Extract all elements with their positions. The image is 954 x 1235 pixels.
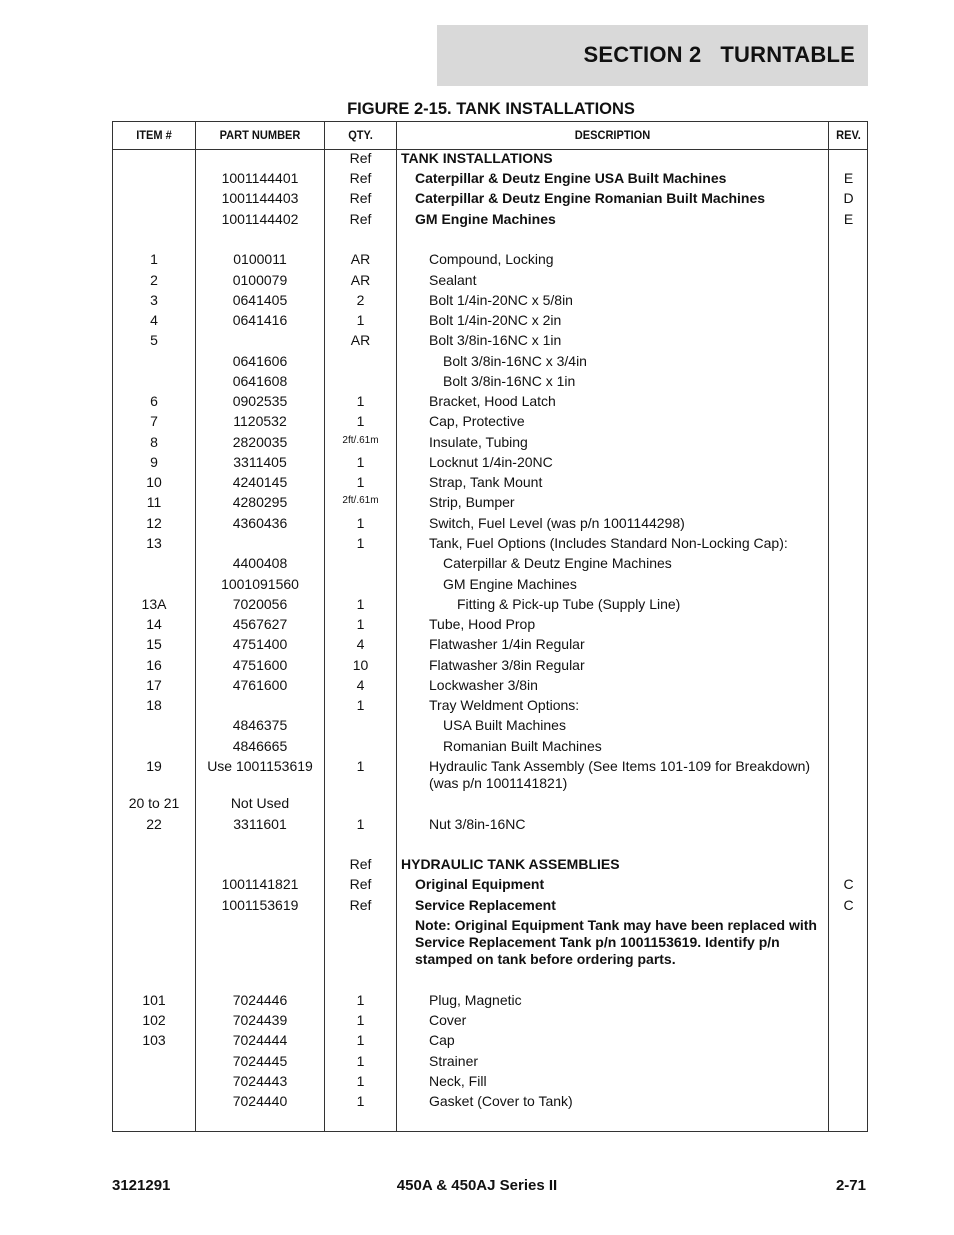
part-number: 4280295 bbox=[232, 494, 288, 510]
description: Cap, Protective bbox=[429, 413, 525, 429]
description: Compound, Locking bbox=[429, 251, 554, 267]
footer-page-number: 2-71 bbox=[835, 1177, 866, 1194]
description: GM Engine Machines bbox=[443, 576, 577, 592]
quantity: 10 bbox=[352, 657, 369, 673]
column-divider bbox=[396, 122, 397, 1131]
quantity: Ref bbox=[349, 897, 372, 913]
description: Cap bbox=[429, 1032, 455, 1048]
quantity: Ref bbox=[349, 856, 372, 872]
description: Bolt 3/8in-16NC x 1in bbox=[429, 332, 562, 348]
quantity: 1 bbox=[356, 535, 365, 551]
parts-table bbox=[112, 121, 868, 1132]
revision: E bbox=[843, 211, 854, 227]
quantity: 1 bbox=[356, 413, 365, 429]
item-number: 10 bbox=[146, 474, 162, 490]
part-number: 2820035 bbox=[232, 434, 288, 450]
description: Romanian Built Machines bbox=[443, 738, 602, 754]
quantity: 2ft/.61m bbox=[342, 495, 379, 506]
part-number: 4761600 bbox=[232, 677, 288, 693]
quantity: 4 bbox=[356, 677, 365, 693]
description: Caterpillar & Deutz Engine Romanian Built Machines bbox=[415, 190, 766, 206]
description: Hydraulic Tank Assembly (See Items 101-109 for Breakdown) (was p/n 1001141821) bbox=[429, 758, 811, 791]
quantity: 1 bbox=[356, 1093, 365, 1109]
part-number: 4846375 bbox=[232, 717, 288, 733]
item-number: 2 bbox=[150, 272, 158, 288]
part-number: 7024446 bbox=[232, 992, 288, 1008]
quantity: 1 bbox=[356, 312, 365, 328]
description: Strip, Bumper bbox=[429, 494, 515, 510]
part-number: 4846665 bbox=[232, 738, 288, 754]
item-number: 8 bbox=[150, 434, 158, 450]
part-number: 1001144401 bbox=[221, 170, 299, 186]
quantity: 1 bbox=[356, 474, 365, 490]
footer-model: 450A & 450AJ Series II bbox=[396, 1177, 558, 1194]
part-number: 0641608 bbox=[232, 373, 288, 389]
description: HYDRAULIC TANK ASSEMBLIES bbox=[401, 856, 620, 872]
part-number: 7024443 bbox=[232, 1073, 288, 1089]
quantity: Ref bbox=[349, 876, 372, 892]
part-number: Use 1001153619 bbox=[207, 758, 313, 774]
description: Service Replacement bbox=[415, 897, 556, 913]
quantity: Ref bbox=[349, 170, 372, 186]
item-number: 22 bbox=[146, 816, 162, 832]
description: Strap, Tank Mount bbox=[429, 474, 543, 490]
item-number: 4 bbox=[150, 312, 158, 328]
section-banner bbox=[437, 25, 868, 86]
part-number: 7024440 bbox=[232, 1093, 288, 1109]
part-number: 0641405 bbox=[232, 292, 288, 308]
quantity: 1 bbox=[356, 697, 365, 713]
part-number: 4360436 bbox=[232, 515, 288, 531]
part-number: 0641416 bbox=[232, 312, 288, 328]
description: Neck, Fill bbox=[429, 1073, 487, 1089]
description: Fitting & Pick-up Tube (Supply Line) bbox=[457, 596, 681, 612]
part-number: 1001141821 bbox=[221, 876, 299, 892]
quantity: 2ft/.61m bbox=[342, 435, 379, 446]
part-number: 4240145 bbox=[232, 474, 288, 490]
column-divider bbox=[828, 122, 829, 1131]
header-qty: QTY. bbox=[348, 128, 373, 142]
description: Cover bbox=[429, 1012, 467, 1028]
table-header bbox=[113, 122, 867, 150]
description: Caterpillar & Deutz Engine Machines bbox=[443, 555, 672, 571]
item-number: 13 bbox=[146, 535, 162, 551]
description: GM Engine Machines bbox=[415, 211, 556, 227]
quantity: Ref bbox=[349, 190, 372, 206]
description: USA Built Machines bbox=[443, 717, 566, 733]
item-number: 20 to 21 bbox=[128, 795, 180, 811]
part-number: 4751600 bbox=[232, 657, 288, 673]
header-part-number: PART NUMBER bbox=[219, 128, 301, 142]
description: Caterpillar & Deutz Engine USA Built Machines bbox=[415, 170, 727, 186]
quantity: 1 bbox=[356, 816, 365, 832]
item-number: 103 bbox=[142, 1032, 166, 1048]
description: Nut 3/8in-16NC bbox=[429, 816, 526, 832]
quantity: AR bbox=[350, 251, 371, 267]
part-number: 7024439 bbox=[232, 1012, 288, 1028]
quantity: Ref bbox=[349, 211, 372, 227]
quantity: 1 bbox=[356, 616, 365, 632]
quantity: 1 bbox=[356, 758, 365, 774]
description: Bolt 1/4in-20NC x 5/8in bbox=[429, 292, 573, 308]
revision: C bbox=[843, 897, 854, 913]
quantity: 1 bbox=[356, 596, 365, 612]
description: Bolt 3/8in-16NC x 3/4in bbox=[443, 353, 587, 369]
footer-doc-number: 3121291 bbox=[112, 1177, 171, 1194]
part-number: 1001091560 bbox=[221, 576, 299, 592]
item-number: 5 bbox=[150, 332, 158, 348]
part-number: 7024444 bbox=[232, 1032, 288, 1048]
quantity: 1 bbox=[356, 1012, 365, 1028]
item-number: 3 bbox=[150, 292, 158, 308]
description: Original Equipment bbox=[415, 876, 545, 892]
part-number: 1001153619 bbox=[221, 897, 299, 913]
part-number: 0100011 bbox=[233, 251, 287, 267]
figure-title: FIGURE 2-15. TANK INSTALLATIONS bbox=[347, 100, 635, 118]
part-number: 0100079 bbox=[232, 272, 288, 288]
header-rev: REV. bbox=[836, 128, 861, 142]
item-number: 19 bbox=[146, 758, 162, 774]
part-number: 4751400 bbox=[232, 636, 288, 652]
revision: D bbox=[843, 190, 854, 206]
part-number: 0902535 bbox=[232, 393, 288, 409]
quantity: 2 bbox=[356, 292, 365, 308]
part-number: 4400408 bbox=[232, 555, 288, 571]
part-number: 1001144403 bbox=[221, 190, 299, 206]
quantity: 1 bbox=[356, 515, 365, 531]
description: Lockwasher 3/8in bbox=[429, 677, 538, 693]
description: Tube, Hood Prop bbox=[429, 616, 536, 632]
item-number: 11 bbox=[146, 494, 162, 510]
quantity: 1 bbox=[356, 1032, 365, 1048]
header-description: DESCRIPTION bbox=[574, 128, 651, 142]
item-number: 14 bbox=[146, 616, 162, 632]
part-number: 7020056 bbox=[232, 596, 288, 612]
item-number: 6 bbox=[150, 393, 158, 409]
item-number: 12 bbox=[146, 515, 162, 531]
description: Insulate, Tubing bbox=[429, 434, 528, 450]
part-number: 4567627 bbox=[232, 616, 288, 632]
description: Sealant bbox=[429, 272, 477, 288]
quantity: 1 bbox=[356, 454, 365, 470]
part-number: 7024445 bbox=[232, 1053, 288, 1069]
revision: C bbox=[843, 876, 854, 892]
item-number: 18 bbox=[146, 697, 162, 713]
item-number: 1 bbox=[150, 251, 158, 267]
description: Tank, Fuel Options (Includes Standard Non-Locking Cap): bbox=[429, 535, 788, 551]
part-number: 1001144402 bbox=[221, 211, 299, 227]
description: Flatwasher 1/4in Regular bbox=[429, 636, 585, 652]
description: Bolt 3/8in-16NC x 1in bbox=[443, 373, 576, 389]
item-number: 16 bbox=[146, 657, 162, 673]
description: Strainer bbox=[429, 1053, 479, 1069]
quantity: AR bbox=[350, 272, 371, 288]
description: Flatwasher 3/8in Regular bbox=[429, 657, 585, 673]
item-number: 7 bbox=[150, 413, 158, 429]
header-item: ITEM # bbox=[136, 128, 172, 142]
quantity: 1 bbox=[356, 1053, 365, 1069]
quantity: AR bbox=[350, 332, 371, 348]
part-number: Not Used bbox=[230, 795, 290, 811]
part-number: 0641606 bbox=[232, 353, 288, 369]
description: Gasket (Cover to Tank) bbox=[429, 1093, 573, 1109]
description: Bracket, Hood Latch bbox=[429, 393, 556, 409]
item-number: 102 bbox=[142, 1012, 166, 1028]
description: Switch, Fuel Level (was p/n 1001144298) bbox=[429, 515, 685, 531]
description: Plug, Magnetic bbox=[429, 992, 522, 1008]
item-number: 101 bbox=[142, 992, 166, 1008]
description: Bolt 1/4in-20NC x 2in bbox=[429, 312, 562, 328]
item-number: 9 bbox=[150, 454, 158, 470]
quantity: Ref bbox=[349, 150, 372, 166]
item-number: 15 bbox=[146, 636, 162, 652]
description: Note: Original Equipment Tank may have been replaced with Service Replacement Tank p/n 1001153619. Identify p/n stamped on tank before ordering parts. bbox=[415, 917, 817, 967]
part-number: 1120532 bbox=[233, 413, 287, 429]
description: Locknut 1/4in-20NC bbox=[429, 454, 553, 470]
quantity: 1 bbox=[356, 1073, 365, 1089]
quantity: 1 bbox=[356, 393, 365, 409]
item-number: 17 bbox=[146, 677, 162, 693]
description: TANK INSTALLATIONS bbox=[401, 150, 553, 166]
revision: E bbox=[843, 170, 854, 186]
quantity: 1 bbox=[356, 992, 365, 1008]
description: Tray Weldment Options: bbox=[429, 697, 580, 713]
part-number: 3311405 bbox=[233, 454, 287, 470]
part-number: 3311601 bbox=[233, 816, 287, 832]
section-title: SECTION 2 TURNTABLE bbox=[583, 42, 855, 67]
quantity: 4 bbox=[356, 636, 365, 652]
item-number: 13A bbox=[141, 596, 167, 612]
